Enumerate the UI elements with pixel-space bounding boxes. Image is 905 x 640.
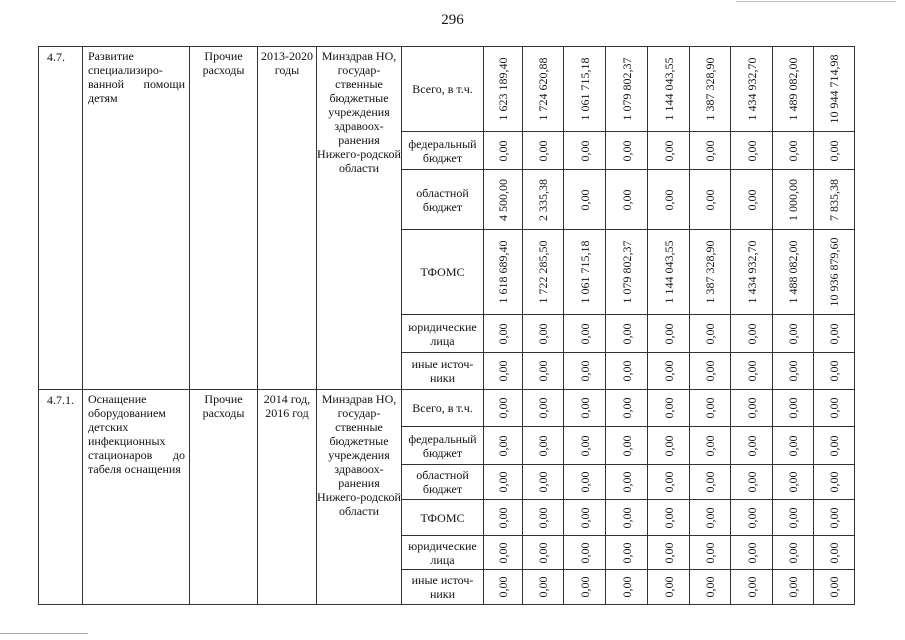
- table-row: [39, 47, 855, 132]
- value-cell: [564, 570, 606, 605]
- value-cell: [606, 132, 648, 170]
- value-cell: [606, 230, 648, 315]
- item-name: Развитие специализиро-ванной помощи детям: [83, 47, 190, 390]
- value-text: 0,00: [619, 471, 634, 493]
- value-text: 1 724 620,88: [536, 57, 550, 121]
- value-text: 0,00: [786, 360, 800, 382]
- value-cell: [648, 500, 690, 536]
- value-cell: [564, 390, 606, 427]
- value-cell: [484, 465, 523, 500]
- funding-source: Всего, в т.ч.: [402, 47, 484, 132]
- value-text: 0,00: [577, 323, 592, 344]
- value-cell: [773, 315, 814, 353]
- value-cell: [814, 427, 855, 465]
- funding-source: юридические лица: [402, 536, 484, 570]
- value-cell: [690, 500, 731, 536]
- value-cell: [648, 47, 690, 132]
- value-text: 0,00: [703, 140, 717, 161]
- value-text: 1 079 802,37: [619, 57, 634, 121]
- funding-source: ТФОМС: [402, 230, 484, 315]
- value-cell: [484, 353, 523, 390]
- value-text: 0,00: [703, 397, 717, 419]
- value-text: 0,00: [577, 542, 592, 563]
- value-text: 1 489 082,00: [786, 57, 800, 121]
- value-cell: [731, 353, 773, 390]
- value-text: 0,00: [786, 140, 800, 161]
- value-cell: [484, 570, 523, 605]
- value-cell: [648, 170, 690, 230]
- value-cell: [606, 465, 648, 500]
- funding-source: областной бюджет: [402, 465, 484, 500]
- value-cell: [564, 315, 606, 353]
- value-cell: [523, 465, 564, 500]
- value-text: 0,00: [577, 471, 592, 493]
- value-cell: [523, 170, 564, 230]
- value-text: 1 722 285,50: [536, 240, 550, 304]
- value-cell: [773, 427, 814, 465]
- value-text: 0,00: [703, 542, 717, 563]
- value-text: 0,00: [536, 542, 550, 563]
- value-text: 0,00: [619, 576, 634, 598]
- value-cell: [690, 465, 731, 500]
- value-text: 0,00: [619, 507, 634, 528]
- value-text: 0,00: [786, 397, 800, 419]
- value-cell: [731, 500, 773, 536]
- value-text: 0,00: [827, 471, 841, 493]
- value-text: 10 944 714,98: [827, 54, 841, 124]
- value-text: 0,00: [496, 507, 510, 528]
- funding-source: иные источ-ники: [402, 570, 484, 605]
- expense-type: Прочие расходы: [190, 47, 258, 390]
- value-text: 0,00: [827, 323, 841, 344]
- value-cell: [731, 230, 773, 315]
- value-cell: [690, 230, 731, 315]
- value-text: 0,00: [786, 542, 800, 563]
- value-text: 0,00: [496, 140, 510, 161]
- value-text: 0,00: [744, 323, 759, 344]
- value-cell: [564, 132, 606, 170]
- value-cell: [484, 500, 523, 536]
- value-text: 1 387 328,90: [703, 240, 717, 304]
- value-cell: [523, 536, 564, 570]
- value-cell: [814, 570, 855, 605]
- funding-source: ТФОМС: [402, 500, 484, 536]
- value-cell: [523, 47, 564, 132]
- value-cell: [814, 230, 855, 315]
- value-cell: [648, 570, 690, 605]
- value-text: 0,00: [536, 323, 550, 344]
- value-text: 0,00: [661, 576, 676, 598]
- value-text: 0,00: [577, 140, 592, 161]
- page-number: 296: [441, 12, 464, 28]
- executor: Минздрав НО, государ-ственные бюджетные учреждения здравоох-ранения Нижего-родской области: [317, 390, 402, 605]
- value-text: 0,00: [744, 140, 759, 161]
- value-text: 1 079 802,37: [619, 240, 634, 304]
- value-text: 0,00: [577, 189, 592, 210]
- value-text: 0,00: [786, 576, 800, 598]
- value-text: 0,00: [619, 323, 634, 344]
- value-text: 0,00: [496, 323, 510, 344]
- value-cell: [814, 132, 855, 170]
- value-cell: [690, 570, 731, 605]
- value-text: 0,00: [536, 360, 550, 382]
- value-text: 0,00: [744, 471, 759, 493]
- value-cell: [606, 47, 648, 132]
- value-text: 0,00: [786, 507, 800, 528]
- period: 2013-2020 годы: [258, 47, 317, 390]
- value-cell: [523, 230, 564, 315]
- value-text: 1 434 932,70: [744, 57, 759, 121]
- value-cell: [648, 315, 690, 353]
- value-text: 0,00: [661, 542, 676, 563]
- value-cell: [731, 315, 773, 353]
- value-cell: [814, 500, 855, 536]
- value-text: 0,00: [661, 397, 676, 419]
- value-text: 0,00: [827, 360, 841, 382]
- value-text: 0,00: [744, 397, 759, 419]
- value-cell: [731, 170, 773, 230]
- value-text: 0,00: [496, 435, 510, 456]
- value-text: 7 835,38: [827, 178, 841, 221]
- value-cell: [731, 390, 773, 427]
- funding-source: Всего, в т.ч.: [402, 390, 484, 427]
- value-cell: [690, 427, 731, 465]
- value-text: 1 000,00: [786, 178, 800, 221]
- value-text: 2 335,38: [536, 178, 550, 221]
- value-cell: [814, 536, 855, 570]
- value-text: 0,00: [703, 189, 717, 210]
- funding-source: областной бюджет: [402, 170, 484, 230]
- value-text: 1 623 189,40: [496, 57, 510, 121]
- expense-type: Прочие расходы: [190, 390, 258, 605]
- value-text: 0,00: [703, 471, 717, 493]
- value-text: 1 061 715,18: [577, 57, 592, 121]
- table-row: [39, 390, 855, 427]
- value-text: 1 434 932,70: [744, 240, 759, 304]
- value-text: 1 061 715,18: [577, 240, 592, 304]
- value-cell: [484, 427, 523, 465]
- funding-source: юридические лица: [402, 315, 484, 353]
- value-cell: [523, 390, 564, 427]
- value-cell: [773, 390, 814, 427]
- value-text: 0,00: [703, 576, 717, 598]
- value-text: 0,00: [577, 576, 592, 598]
- value-text: 0,00: [744, 576, 759, 598]
- value-text: 0,00: [496, 397, 510, 419]
- value-text: 0,00: [661, 140, 676, 161]
- period: 2014 год, 2016 год: [258, 390, 317, 605]
- value-text: 0,00: [744, 507, 759, 528]
- value-cell: [648, 536, 690, 570]
- footer-line: [0, 633, 88, 634]
- value-cell: [606, 353, 648, 390]
- value-cell: [484, 536, 523, 570]
- value-cell: [564, 536, 606, 570]
- value-cell: [773, 47, 814, 132]
- value-text: 0,00: [496, 542, 510, 563]
- value-text: 0,00: [744, 360, 759, 382]
- value-text: 0,00: [619, 435, 634, 456]
- value-text: 0,00: [619, 360, 634, 382]
- row-number: 4.7.1.: [39, 390, 83, 605]
- budget-table: [38, 46, 855, 605]
- value-cell: [648, 132, 690, 170]
- value-cell: [773, 353, 814, 390]
- value-cell: [484, 230, 523, 315]
- value-cell: [564, 47, 606, 132]
- value-cell: [523, 315, 564, 353]
- value-cell: [484, 390, 523, 427]
- value-text: 0,00: [536, 397, 550, 419]
- value-text: 0,00: [661, 507, 676, 528]
- value-cell: [731, 132, 773, 170]
- value-text: 0,00: [536, 140, 550, 161]
- value-cell: [690, 315, 731, 353]
- value-text: 1 144 043,55: [661, 240, 676, 304]
- value-cell: [523, 500, 564, 536]
- value-text: 0,00: [827, 542, 841, 563]
- value-text: 0,00: [786, 471, 800, 493]
- value-cell: [731, 465, 773, 500]
- row-number: 4.7.: [39, 47, 83, 390]
- item-name: Оснащение оборудованием детских инфекционных стационаров до табеля оснащения: [83, 390, 190, 605]
- value-cell: [773, 536, 814, 570]
- value-cell: [648, 353, 690, 390]
- value-text: 0,00: [536, 435, 550, 456]
- value-cell: [484, 170, 523, 230]
- value-text: 0,00: [744, 542, 759, 563]
- value-cell: [731, 427, 773, 465]
- value-text: 0,00: [536, 576, 550, 598]
- value-text: 1 144 043,55: [661, 57, 676, 121]
- value-cell: [606, 570, 648, 605]
- value-text: 0,00: [619, 397, 634, 419]
- value-text: 0,00: [619, 542, 634, 563]
- value-cell: [606, 315, 648, 353]
- value-text: 1 387 328,90: [703, 57, 717, 121]
- value-text: 0,00: [661, 189, 676, 210]
- value-cell: [773, 570, 814, 605]
- value-cell: [814, 390, 855, 427]
- value-cell: [648, 465, 690, 500]
- value-cell: [690, 170, 731, 230]
- value-cell: [773, 500, 814, 536]
- value-text: 0,00: [577, 435, 592, 456]
- value-cell: [606, 390, 648, 427]
- value-text: 0,00: [577, 360, 592, 382]
- value-cell: [731, 570, 773, 605]
- value-cell: [523, 570, 564, 605]
- value-cell: [773, 465, 814, 500]
- value-cell: [648, 427, 690, 465]
- value-text: 0,00: [496, 576, 510, 598]
- value-text: 0,00: [786, 323, 800, 344]
- value-cell: [690, 132, 731, 170]
- value-text: 0,00: [703, 323, 717, 344]
- value-cell: [564, 353, 606, 390]
- value-cell: [484, 47, 523, 132]
- value-text: 0,00: [661, 323, 676, 344]
- value-text: 0,00: [496, 471, 510, 493]
- value-cell: [606, 170, 648, 230]
- value-text: 0,00: [577, 397, 592, 419]
- value-cell: [564, 500, 606, 536]
- value-text: 1 618 689,40: [496, 240, 510, 304]
- value-text: 0,00: [536, 471, 550, 493]
- value-text: 0,00: [536, 507, 550, 528]
- value-text: 0,00: [703, 360, 717, 382]
- value-cell: [484, 132, 523, 170]
- value-text: 0,00: [619, 140, 634, 161]
- value-text: 0,00: [619, 189, 634, 210]
- value-cell: [564, 170, 606, 230]
- value-cell: [606, 427, 648, 465]
- value-cell: [606, 536, 648, 570]
- value-text: 0,00: [661, 471, 676, 493]
- value-cell: [484, 315, 523, 353]
- value-text: 0,00: [577, 507, 592, 528]
- value-text: 0,00: [827, 435, 841, 456]
- value-cell: [731, 47, 773, 132]
- value-text: 0,00: [744, 189, 759, 210]
- value-cell: [690, 390, 731, 427]
- value-cell: [814, 353, 855, 390]
- top-edge-line: [736, 1, 896, 2]
- value-text: 0,00: [827, 140, 841, 161]
- value-cell: [564, 465, 606, 500]
- value-cell: [606, 500, 648, 536]
- value-cell: [814, 47, 855, 132]
- value-cell: [690, 353, 731, 390]
- value-cell: [648, 230, 690, 315]
- value-text: 0,00: [744, 435, 759, 456]
- funding-source: федеральный бюджет: [402, 427, 484, 465]
- value-cell: [523, 132, 564, 170]
- value-text: 1 488 082,00: [786, 240, 800, 304]
- value-text: 0,00: [827, 507, 841, 528]
- value-cell: [564, 230, 606, 315]
- value-cell: [648, 390, 690, 427]
- value-text: 0,00: [661, 360, 676, 382]
- value-cell: [773, 230, 814, 315]
- value-cell: [814, 170, 855, 230]
- value-text: 0,00: [703, 435, 717, 456]
- value-cell: [814, 465, 855, 500]
- value-cell: [773, 170, 814, 230]
- value-text: 10 936 879,60: [827, 237, 841, 307]
- value-cell: [564, 427, 606, 465]
- value-cell: [690, 47, 731, 132]
- executor: Минздрав НО, государ-ственные бюджетные учреждения здравоох-ранения Нижего-родской области: [317, 47, 402, 390]
- value-text: 0,00: [496, 360, 510, 382]
- value-cell: [690, 536, 731, 570]
- value-cell: [773, 132, 814, 170]
- value-text: 0,00: [827, 576, 841, 598]
- value-cell: [814, 315, 855, 353]
- funding-source: федеральный бюджет: [402, 132, 484, 170]
- funding-source: иные источ-ники: [402, 353, 484, 390]
- value-cell: [523, 353, 564, 390]
- value-text: 4 500,00: [496, 178, 510, 221]
- value-text: 0,00: [786, 435, 800, 456]
- value-text: 0,00: [703, 507, 717, 528]
- value-text: 0,00: [827, 397, 841, 419]
- value-cell: [523, 427, 564, 465]
- value-cell: [731, 536, 773, 570]
- value-text: 0,00: [661, 435, 676, 456]
